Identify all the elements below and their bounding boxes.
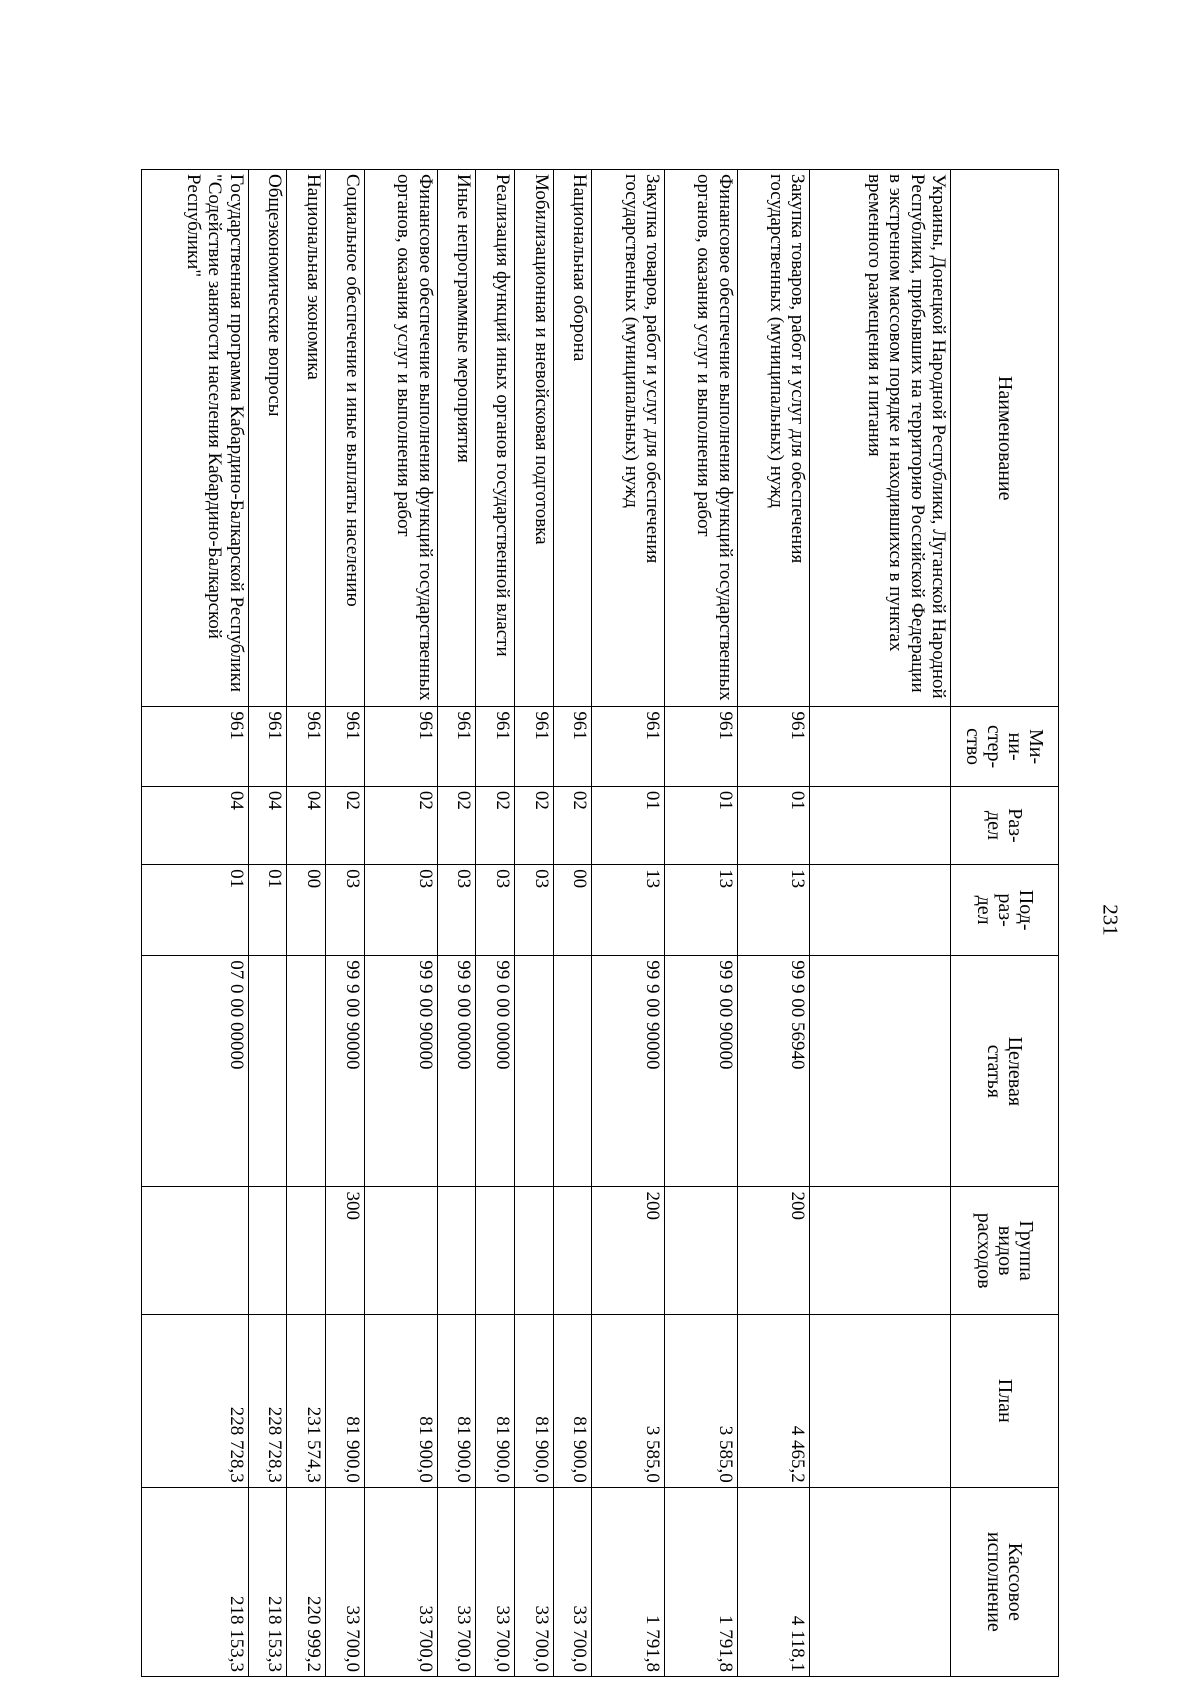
table-row (665, 170, 738, 1677)
cell-ministry: 961 (287, 707, 326, 786)
cell-target (287, 956, 326, 1187)
cell-subsection (810, 865, 951, 956)
cell-section: 02 (553, 786, 592, 864)
header-subsection: Под- раз- дел (951, 865, 1059, 956)
cell-subsection: 03 (326, 865, 365, 956)
cell-name: Финансовое обеспечение выполнения функций государственных органов, оказания услуг и выполнения работ (364, 170, 437, 707)
cell-section: 04 (248, 786, 287, 864)
cell-execution (810, 1487, 951, 1676)
cell-target: 99 9 00 56940 (737, 956, 810, 1187)
cell-name: Государственная программа Кабардино-Балкарской Республики "Содействие занятости населения Кабардино-Балкарской Республики" (142, 170, 249, 707)
cell-group (248, 1187, 287, 1314)
cell-plan: 4 465,2 (737, 1314, 810, 1487)
cell-ministry: 961 (437, 707, 476, 786)
header-target: Целевая статья (951, 956, 1059, 1187)
cell-subsection: 01 (142, 865, 249, 956)
cell-target (248, 956, 287, 1187)
cell-target: 99 9 00 90000 (364, 956, 437, 1187)
cell-group: 300 (326, 1187, 365, 1314)
cell-execution: 33 700,0 (476, 1487, 515, 1676)
cell-ministry: 961 (737, 707, 810, 786)
cell-name: Закупка товаров, работ и услуг для обеспечения государственных (муниципальных) нужд (737, 170, 810, 707)
cell-group (553, 1187, 592, 1314)
cell-group (437, 1187, 476, 1314)
cell-name: Иные непрограммные мероприятия (437, 170, 476, 707)
table-row (476, 170, 515, 1677)
cell-name: Закупка товаров, работ и услуг для обеспечения государственных (муниципальных) нужд (592, 170, 665, 707)
cell-plan: 81 900,0 (476, 1314, 515, 1487)
cell-group (364, 1187, 437, 1314)
cell-section: 04 (287, 786, 326, 864)
cell-section (810, 786, 951, 864)
cell-section: 02 (437, 786, 476, 864)
table-row (364, 170, 437, 1677)
cell-target: 99 9 00 90000 (326, 956, 365, 1187)
cell-execution: 33 700,0 (364, 1487, 437, 1676)
cell-execution: 1 791,8 (665, 1487, 738, 1676)
rotated-table-container (141, 169, 1059, 1677)
table-row (287, 170, 326, 1677)
cell-execution: 220 999,2 (287, 1487, 326, 1676)
cell-plan: 3 585,0 (592, 1314, 665, 1487)
cell-subsection: 13 (665, 865, 738, 956)
cell-group (665, 1187, 738, 1314)
table-row (810, 170, 951, 1677)
cell-section: 01 (665, 786, 738, 864)
cell-execution: 218 153,3 (248, 1487, 287, 1676)
cell-ministry: 961 (248, 707, 287, 786)
cell-target: 99 0 00 00000 (476, 956, 515, 1187)
cell-plan: 81 900,0 (326, 1314, 365, 1487)
cell-name: Реализация функций иных органов государственной власти (476, 170, 515, 707)
cell-section: 01 (592, 786, 665, 864)
cell-name: Мобилизационная и вневойсковая подготовка (514, 170, 553, 707)
page-number: 231 (1098, 904, 1123, 936)
cell-ministry: 961 (553, 707, 592, 786)
header-group: Группа видов расходов (951, 1187, 1059, 1314)
cell-plan: 228 728,3 (248, 1314, 287, 1487)
cell-section: 04 (142, 786, 249, 864)
table-row (437, 170, 476, 1677)
cell-subsection: 01 (248, 865, 287, 956)
cell-plan: 81 900,0 (364, 1314, 437, 1487)
cell-ministry (810, 707, 951, 786)
cell-plan: 3 585,0 (665, 1314, 738, 1487)
cell-name: Национальная оборона (553, 170, 592, 707)
cell-group (514, 1187, 553, 1314)
cell-group: 200 (737, 1187, 810, 1314)
cell-subsection: 13 (737, 865, 810, 956)
cell-execution: 33 700,0 (326, 1487, 365, 1676)
cell-subsection: 00 (553, 865, 592, 956)
table-row (248, 170, 287, 1677)
cell-name: Общеэкономические вопросы (248, 170, 287, 707)
table-row (737, 170, 810, 1677)
cell-section: 01 (737, 786, 810, 864)
cell-subsection: 03 (476, 865, 515, 956)
header-name: Наименование (951, 170, 1059, 707)
cell-ministry: 961 (142, 707, 249, 786)
cell-ministry: 961 (665, 707, 738, 786)
cell-execution: 33 700,0 (553, 1487, 592, 1676)
cell-execution: 4 118,1 (737, 1487, 810, 1676)
table-body (142, 170, 951, 1677)
header-ministry: Ми- ни- стер- ство (951, 707, 1059, 786)
cell-group: 200 (592, 1187, 665, 1314)
cell-subsection: 13 (592, 865, 665, 956)
cell-target (553, 956, 592, 1187)
table-row (553, 170, 592, 1677)
header-plan: План (951, 1314, 1059, 1487)
cell-name: Украины, Донецкой Народной Республики, Луганской Народной Республики, прибывших на территорию Российской Федерации в экстренном массовом порядке и находившихся в пунктах временного размещения и питания (810, 170, 951, 707)
cell-ministry: 961 (364, 707, 437, 786)
budget-table (141, 169, 1059, 1677)
cell-target (514, 956, 553, 1187)
cell-plan: 228 728,3 (142, 1314, 249, 1487)
cell-section: 02 (326, 786, 365, 864)
cell-execution: 33 700,0 (514, 1487, 553, 1676)
cell-name: Социальное обеспечение и иные выплаты населению (326, 170, 365, 707)
cell-execution: 218 153,3 (142, 1487, 249, 1676)
cell-plan: 81 900,0 (437, 1314, 476, 1487)
cell-group (142, 1187, 249, 1314)
header-execution: Кассовое исполнение (951, 1487, 1059, 1676)
cell-section: 02 (364, 786, 437, 864)
cell-section: 02 (514, 786, 553, 864)
cell-group (287, 1187, 326, 1314)
cell-subsection: 00 (287, 865, 326, 956)
cell-subsection: 03 (514, 865, 553, 956)
cell-target: 99 9 00 00000 (437, 956, 476, 1187)
cell-plan: 81 900,0 (514, 1314, 553, 1487)
cell-ministry: 961 (326, 707, 365, 786)
table-header-row (951, 170, 1059, 1677)
table-row (514, 170, 553, 1677)
cell-ministry: 961 (592, 707, 665, 786)
cell-plan (810, 1314, 951, 1487)
cell-target: 99 9 00 90000 (592, 956, 665, 1187)
table-row (592, 170, 665, 1677)
cell-target: 07 0 00 00000 (142, 956, 249, 1187)
table-row (326, 170, 365, 1677)
cell-name: Национальная экономика (287, 170, 326, 707)
cell-target: 99 9 00 90000 (665, 956, 738, 1187)
cell-plan: 231 574,3 (287, 1314, 326, 1487)
cell-subsection: 03 (437, 865, 476, 956)
cell-execution: 1 791,8 (592, 1487, 665, 1676)
cell-target (810, 956, 951, 1187)
cell-plan: 81 900,0 (553, 1314, 592, 1487)
cell-ministry: 961 (476, 707, 515, 786)
table-row (142, 170, 249, 1677)
cell-execution: 33 700,0 (437, 1487, 476, 1676)
header-section: Раз- дел (951, 786, 1059, 864)
cell-group (810, 1187, 951, 1314)
cell-name: Финансовое обеспечение выполнения функций государственных органов, оказания услуг и выполнения работ (665, 170, 738, 707)
cell-section: 02 (476, 786, 515, 864)
cell-group (476, 1187, 515, 1314)
cell-ministry: 961 (514, 707, 553, 786)
cell-subsection: 03 (364, 865, 437, 956)
